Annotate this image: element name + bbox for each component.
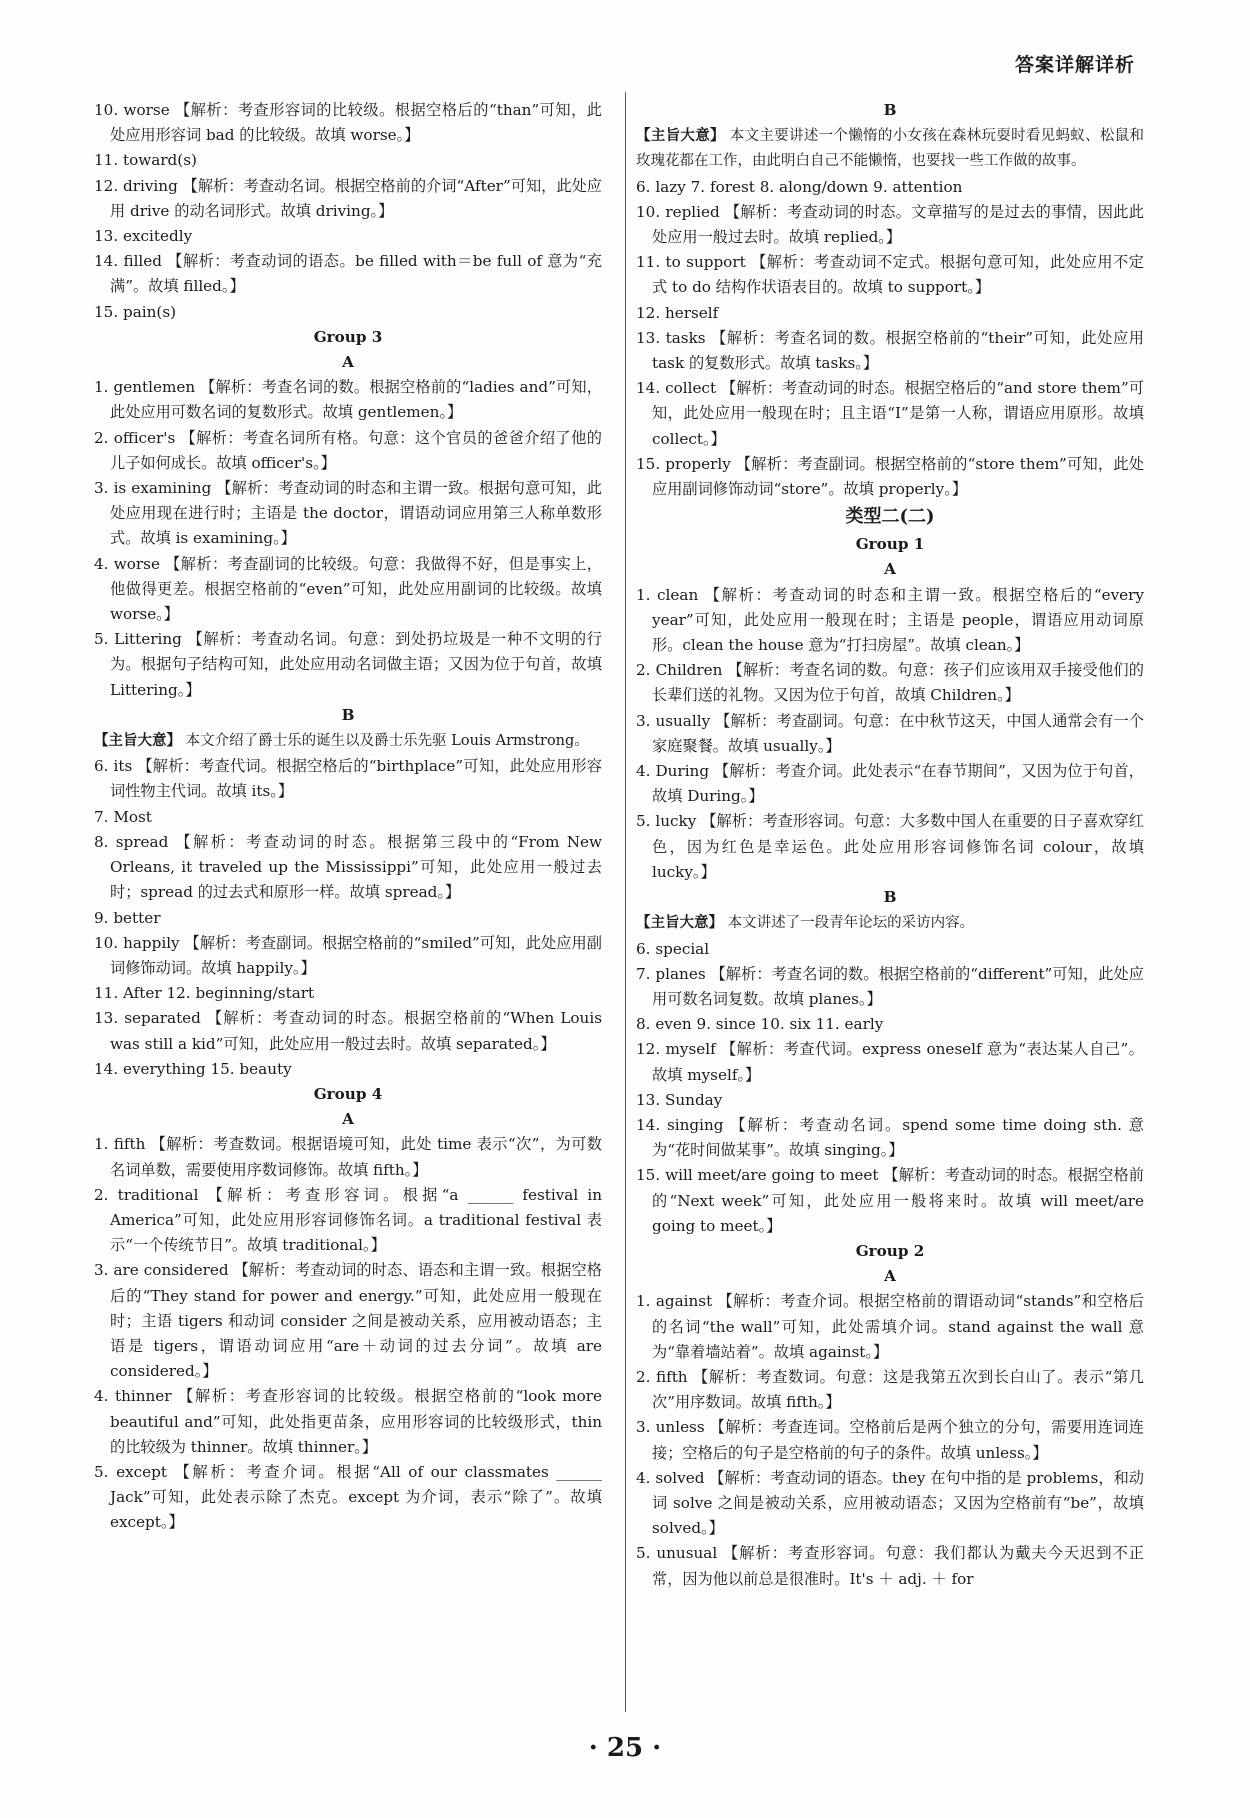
answer-item: 8. even 9. since 10. six 11. early (636, 1015, 884, 1034)
answer-item: 15. properly 【解析：考查副词。根据空格前的“store them”可知，此处应用副词修饰动词“store”。故填 properly。】 (636, 454, 1144, 499)
answer-item: 10. replied 【解析：考查动词的时态。文章描写的是过去的事情，因此此处应用一般过去时。故填 replied。】 (636, 202, 1144, 247)
answer-item: 1. against 【解析：考查介词。根据空格前的谓语动词“stands”和空格后的名词“the wall”可知，此处需填介词。stand against the wall 意为“靠着墙站着”。故填 against。】 (636, 1292, 1144, 1361)
group-heading: Group 1 (855, 535, 925, 554)
answer-item: 12. herself (636, 303, 719, 322)
page-number: · 25 · (588, 1733, 662, 1763)
main-idea (636, 123, 1144, 174)
main-idea-label: 【主旨大意】 (636, 127, 725, 145)
answer-item: 4. solved 【解析：考查动词的语态。they 在句中指的是 problems，和动词 solve 之间是被动关系，应用被动语态；又因为空格前有“be”，故填 solved。】 (636, 1468, 1144, 1538)
main-idea (636, 910, 1144, 936)
group-heading: Group 4 (313, 1084, 383, 1103)
answer-item: 10. happily 【解析：考查副词。根据空格前的“smiled”可知，此处应用副词修饰动词。故填 happily。】 (94, 933, 602, 977)
main-idea-text: 本文介绍了爵士乐的诞生以及爵士乐先驱 Louis Armstrong。 (181, 733, 589, 750)
answer-item: 14. everything 15. beauty (94, 1059, 292, 1078)
main-idea (94, 728, 602, 754)
answer-item: 1. clean 【解析：考查动词的时态和主谓一致。根据空格后的“every year”可知，此处应用一般现在时；主语是 people，谓语应用动词原形。clean the house 意为“打扫房屋”。故填 clean。】 (636, 585, 1144, 655)
group-heading: A (342, 353, 354, 372)
answer-item: 8. spread 【解析：考查动词的时态。根据第三段中的“From New Orleans, it traveled up the Mississippi”可知，此处应用一般过去时；spread 的过去式和原形一样。故填 spread。】 (94, 832, 602, 902)
answer-item: 11. After 12. beginning/start (94, 984, 315, 1003)
left-column (94, 98, 602, 1536)
answer-item: 5. Littering 【解析：考查动名词。句意：到处扔垃圾是一种不文明的行为。根据句子结构可知，此处应用动名词做主语；又因为位于句首，故填 Littering。】 (94, 630, 602, 699)
answer-item: 5. unusual 【解析：考查形容词。句意：我们都认为戴夫今天迟到不正常，因为他以前总是很准时。It's ＋ adj. ＋ for (636, 1544, 1144, 1588)
answer-item: 4. worse 【解析：考查副词的比较级。句意：我做得不好，但是事实上，他做得更差。根据空格前的“even”可知，此处应用副词的比较级。故填 worse。】 (94, 554, 602, 624)
answer-item: 5. lucky 【解析：考查形容词。句意：大多数中国人在重要的日子喜欢穿红色，因为红色是幸运色。此处应用形容词修饰名词 colour，故填 lucky。】 (636, 812, 1144, 881)
answer-item: 15. will meet/are going to meet 【解析：考查动词的时态。根据空格前的“Next week”可知，此处应用一般将来时。故填 will meet/are going to meet。】 (636, 1166, 1144, 1235)
answer-item: 13. excitedly (94, 227, 193, 246)
answer-item: 6. lazy 7. forest 8. along/down 9. attention (636, 177, 963, 196)
answer-item: 14. filled 【解析：考查动词的语态。be filled with＝be full of 意为“充满”。故填 filled。】 (94, 252, 602, 296)
answer-item: 13. separated 【解析：考查动词的时态。根据空格前的“When Louis was still a kid”可知，此处应用一般过去时。故填 separated。】 (94, 1009, 602, 1053)
answer-item: 2. traditional 【解析：考查形容词。根据“a ______ festival in America”可知，此处应用形容词修饰名词。a traditional festival 表示“一个传统节日”。故填 traditional。】 (94, 1185, 602, 1255)
answer-item: 7. planes 【解析：考查名词的数。根据空格前的“different”可知，此处应用可数名词复数。故填 planes。】 (636, 964, 1144, 1008)
answer-item: 3. are considered 【解析：考查动词的时态、语态和主谓一致。根据空格后的“They stand for power and energy.”可知，此处应用一般现在时；主语 tigers 和动词 consider 之间是被动关系，应用被动语态；主语是 tigers，谓语动词应用“are＋动词的过去分词”。故填 are considered。】 (94, 1261, 602, 1381)
group-heading: B (883, 101, 897, 119)
answer-item: 2. fifth 【解析：考查数词。句意：这是我第五次到长白山了。表示“第几次”用序数词。故填 fifth。】 (636, 1367, 1144, 1412)
group-heading: Group 2 (855, 1241, 925, 1260)
answer-item: 10. worse 【解析：考查形容词的比较级。根据空格后的“than”可知，此处应用形容词 bad 的比较级。故填 worse。】 (94, 101, 602, 145)
answer-item: 14. collect 【解析：考查动词的时态。根据空格后的“and store them”可知，此处应用一般现在时；且主语“I”是第一人称，谓语应用原形。故填 collect。】 (636, 379, 1144, 448)
answer-item: 5. except 【解析：考查介词。根据“All of our classmates ______ Jack”可知，此处表示除了杰克。except 为介词，表示“除了”。故填 except。】 (94, 1462, 602, 1532)
answer-item: 6. special (636, 939, 710, 958)
answer-item: 11. to support 【解析：考查动词不定式。根据句意可知，此处应用不定式 to do 结构作状语表目的。故填 to support。】 (636, 253, 1144, 297)
answer-item: 13. tasks 【解析：考查名词的数。根据空格前的“their”可知，此处应用 task 的复数形式。故填 tasks。】 (636, 328, 1144, 373)
answer-item: 6. its 【解析：考查代词。根据空格后的“birthplace”可知，此处应用形容词性物主代词。故填 its。】 (94, 757, 602, 801)
group-heading: B (341, 705, 355, 724)
group-heading: A (884, 560, 896, 579)
group-heading: A (342, 1110, 354, 1129)
right-column (636, 98, 1144, 1592)
group-heading: Group 3 (313, 327, 383, 346)
group-heading: A (884, 1267, 896, 1286)
answer-item: 13. Sunday (636, 1090, 723, 1109)
answer-item: 12. driving 【解析：考查动名词。根据空格前的介词“After”可知，此处应用 drive 的动名词形式。故填 driving。】 (94, 176, 602, 220)
main-idea-label: 【主旨大意】 (636, 914, 723, 932)
main-idea-text: 本文主要讲述一个懒惰的小女孩在森林玩耍时看见蚂蚁、松鼠和玫瑰花都在工作，由此明白自己不能懒惰，也要找一些工作做的故事。 (636, 128, 1145, 170)
main-idea-text: 本文讲述了一段青年论坛的采访内容。 (723, 915, 975, 932)
running-header: 答案详解详析 (1014, 54, 1135, 76)
answer-item: 3. usually 【解析：考查副词。句意：在中秋节这天，中国人通常会有一个家庭聚餐。故填 usually。】 (636, 711, 1144, 755)
answer-item: 11. toward(s) (94, 151, 197, 170)
answer-item: 2. officer's 【解析：考查名词所有格。句意：这个官员的爸爸介绍了他的儿子如何成长。故填 officer's。】 (94, 428, 602, 472)
answer-item: 1. fifth 【解析：考查数词。根据语境可知，此处 time 表示“次”，为可数名词单数，需要使用序数词修饰。故填 fifth。】 (94, 1135, 602, 1179)
column-divider (625, 92, 626, 1712)
answer-item: 3. is examining 【解析：考查动词的时态和主谓一致。根据句意可知，此处应用现在进行时；主语是 the doctor，谓语动词应用第三人称单数形式。故填 is examining。】 (94, 479, 602, 548)
answer-item: 15. pain(s) (94, 302, 177, 321)
answer-item: 7. Most (94, 807, 152, 826)
answer-item: 12. myself 【解析：考查代词。express oneself 意为“表达某人自己”。故填 myself。】 (636, 1040, 1144, 1084)
answer-item: 3. unless 【解析：考查连词。空格前后是两个独立的分句，需要用连词连接；空格后的句子是空格前的句子的条件。故填 unless。】 (636, 1418, 1144, 1462)
group-heading: B (883, 888, 897, 907)
answer-item: 2. Children 【解析：考查名词的数。句意：孩子们应该用双手接受他们的长辈们送的礼物。又因为位于句首，故填 Children。】 (636, 661, 1144, 705)
answer-item: 1. gentlemen 【解析：考查名词的数。根据空格前的“ladies and”可知，此处应用可数名词的复数形式。故填 gentlemen。】 (94, 378, 602, 422)
answer-item: 4. During 【解析：考查介词。此处表示“在春节期间”，又因为位于句首，故填 During。】 (636, 762, 1144, 806)
answer-item: 14. singing 【解析：考查动名词。spend some time doing sth. 意为“花时间做某事”。故填 singing。】 (636, 1115, 1144, 1160)
main-idea-label: 【主旨大意】 (94, 732, 181, 750)
section-title: 类型二(二) (845, 506, 935, 528)
answer-item: 4. thinner 【解析：考查形容词的比较级。根据空格前的“look more beautiful and”可知，此处指更苗条，应用形容词的比较级形式，thin 的比较级为 thinner。故填 thinner。】 (94, 1387, 602, 1456)
answer-item: 9. better (94, 908, 161, 927)
